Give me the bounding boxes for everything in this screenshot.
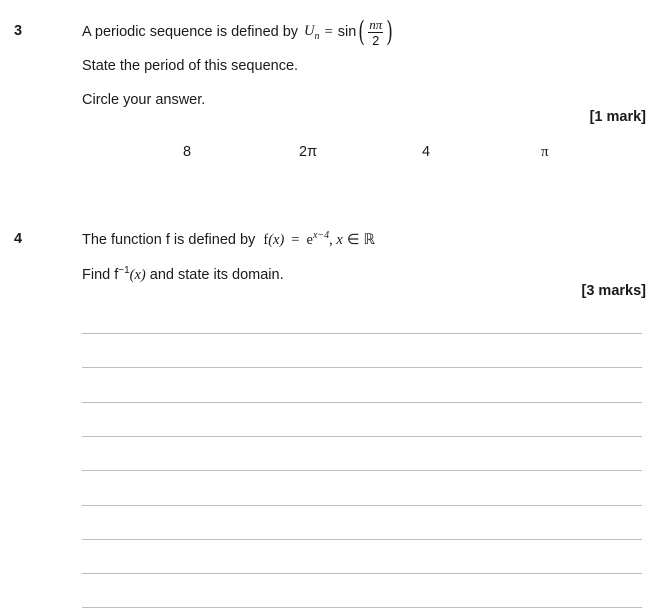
left-paren: (: [358, 15, 366, 48]
answer-line[interactable]: [82, 436, 642, 437]
question-number: 4: [14, 231, 23, 247]
formula-fraction: [368, 18, 383, 47]
fraction-denominator: 2: [372, 32, 380, 48]
marks-badge: [3 marks]: [581, 283, 646, 299]
answer-line[interactable]: [82, 333, 642, 334]
answer-option-8[interactable]: 8: [183, 144, 192, 160]
answer-option-pi[interactable]: π: [541, 144, 549, 160]
formula-element-of: ∈: [346, 231, 360, 248]
formula-equals: =: [291, 231, 300, 248]
question-3-stem: [82, 16, 395, 48]
marks-badge: [1 mark]: [589, 109, 646, 125]
answer-line[interactable]: [82, 402, 642, 403]
formula-arg: (x): [268, 231, 285, 248]
formula-exponent: x−4: [312, 230, 330, 241]
question-4-intro: The function f is defined by: [82, 231, 256, 248]
answer-option-2pi[interactable]: 2π: [299, 144, 318, 160]
answer-line[interactable]: [82, 539, 642, 540]
formula-sin: sin: [337, 24, 357, 40]
formula-base: e: [306, 231, 313, 248]
question-3-circle-instruction: Circle your answer.: [82, 92, 206, 108]
question-number: 3: [14, 23, 23, 39]
fraction-numerator: nπ: [369, 16, 383, 32]
answer-line[interactable]: [82, 470, 642, 471]
answer-line[interactable]: [82, 573, 642, 574]
question-4-instruction: Find $f^{-1}(x)$ and state its domain.: [82, 265, 284, 283]
right-paren: ): [386, 15, 393, 48]
answer-line[interactable]: [82, 367, 642, 368]
formula-equals: =: [324, 23, 333, 40]
formula-lhs: $U_n$: [304, 22, 320, 42]
question-3-intro: A periodic sequence is defined by: [82, 24, 299, 40]
question-3-instruction: State the period of this sequence.: [82, 58, 299, 74]
question-4-stem: The function f is defined by $f(x) = e^{x-4}$, x ∈ ℝ: [82, 230, 376, 248]
answer-line[interactable]: [82, 607, 642, 608]
formula-domain-var: x: [336, 231, 343, 248]
formula-f: f: [263, 231, 269, 248]
answer-line[interactable]: [82, 505, 642, 506]
answer-option-4[interactable]: 4: [422, 144, 431, 160]
formula-reals: ℝ: [363, 231, 376, 248]
